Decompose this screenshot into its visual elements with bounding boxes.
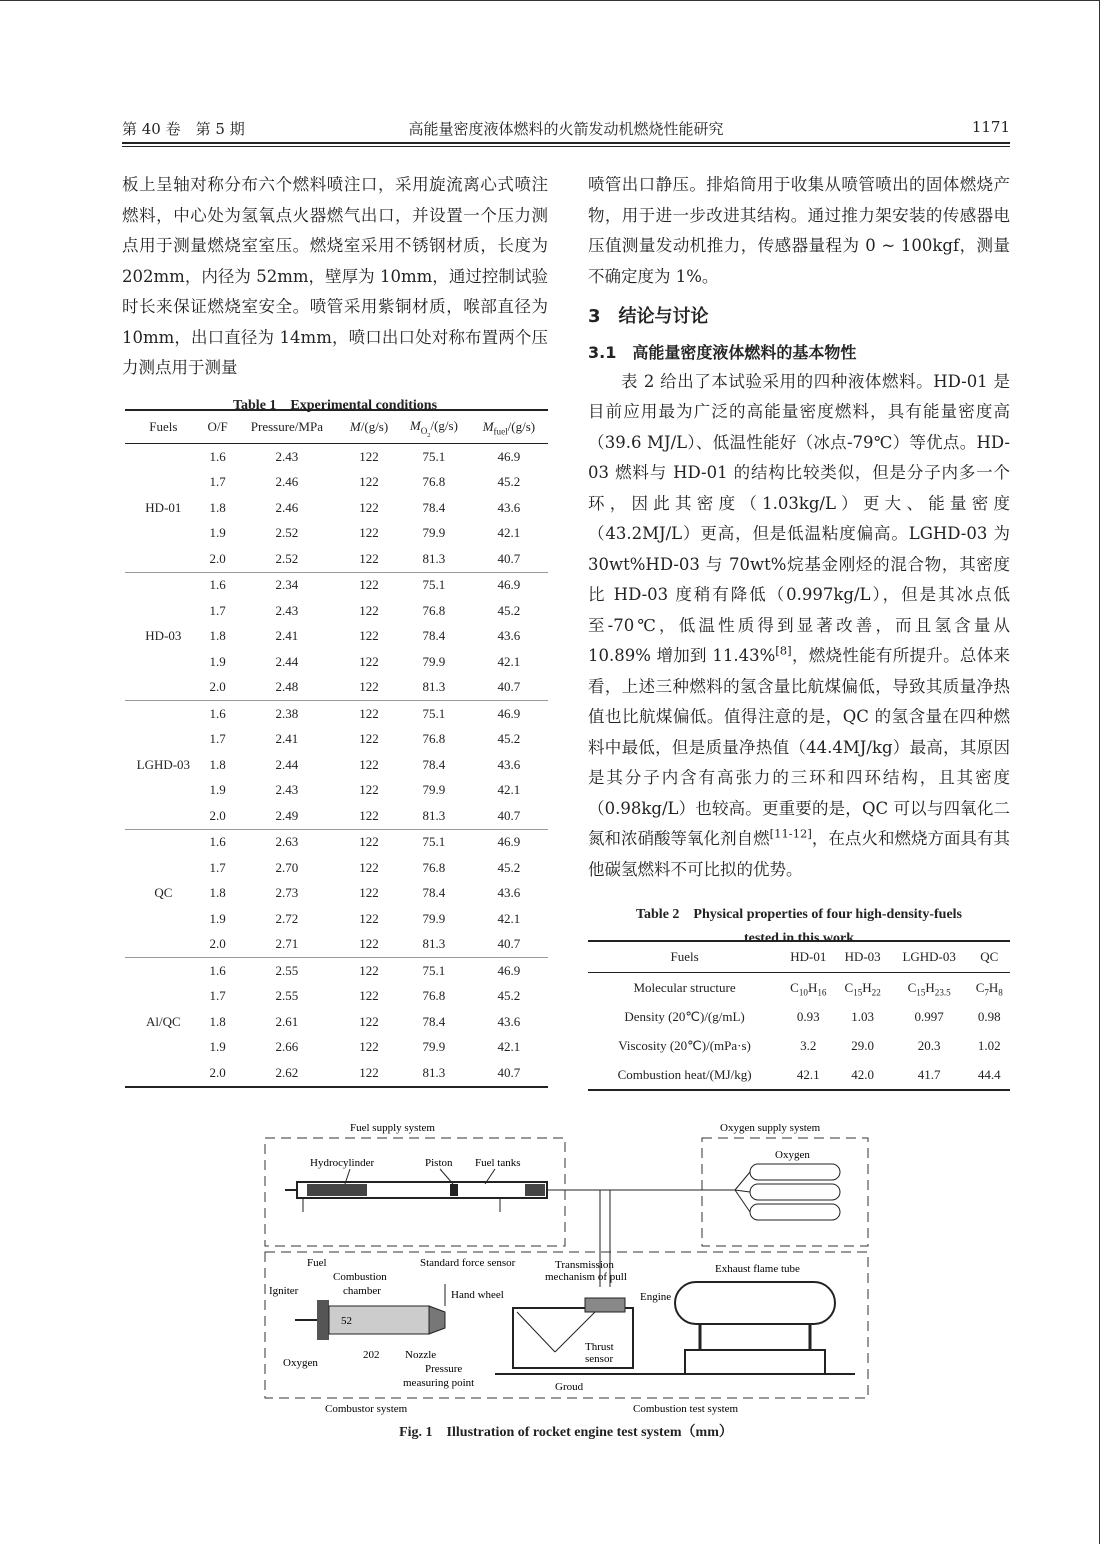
- table-cell: 122: [359, 782, 379, 798]
- table-cell: 1.8: [209, 499, 226, 515]
- body-paragraph: [588, 367, 1010, 886]
- fuel-supply-label: Fuel supply system: [350, 1122, 435, 1134]
- exhaust-label: Exhaust flame tube: [715, 1263, 800, 1275]
- table-cell: 42.1: [497, 653, 521, 669]
- table2-caption-line: tested in this work: [743, 931, 855, 946]
- table-cell: 2.61: [275, 1013, 299, 1029]
- table-cell: 1.8: [209, 885, 226, 901]
- table-cell: 42.1: [781, 1060, 835, 1090]
- oxygen-inlet-label: Oxygen: [283, 1357, 318, 1369]
- table-cell: 2.70: [275, 859, 299, 875]
- table2-header-cell: HD-03: [835, 941, 889, 973]
- thrust-label-1: Thrust: [585, 1341, 614, 1353]
- piston-shape: [450, 1184, 458, 1196]
- table-cell: 40.7: [470, 1060, 548, 1087]
- table-cell: 43.6: [497, 885, 521, 901]
- table-cell: 122: [359, 602, 379, 618]
- table1-caption: Table 1 Experimental conditions: [232, 397, 438, 413]
- table2-header-row: [588, 941, 1010, 973]
- table2-header-cell: LGHD-03: [890, 941, 969, 973]
- table-cell-fuel: HD-03: [125, 572, 202, 701]
- table-cell: 2.52: [275, 525, 299, 541]
- table-cell: 1.7: [209, 602, 226, 618]
- table-cell: 1.8: [209, 1013, 226, 1029]
- table-row: [125, 444, 548, 470]
- running-title: 高能量密度液体燃料的火箭发动机燃烧性能研究: [408, 120, 724, 138]
- table-cell: 2.41: [275, 731, 299, 747]
- table-cell: 78.4: [422, 499, 446, 515]
- table-cell: 2.52: [234, 546, 341, 572]
- oxygen-bottle: [750, 1204, 840, 1220]
- table1-header-cell: Fuels: [125, 410, 202, 444]
- table-cell: 2.72: [275, 910, 299, 926]
- table-cell: 81.3: [398, 1060, 470, 1087]
- engine-shape: [585, 1298, 625, 1312]
- table-cell: 75.1: [422, 962, 446, 978]
- table-cell: 46.9: [497, 577, 521, 593]
- table-cell: 79.9: [422, 782, 446, 798]
- table-cell: 1.9: [209, 910, 226, 926]
- table-cell: 78.4: [422, 756, 446, 772]
- table-cell: 2.62: [234, 1060, 341, 1087]
- table-cell: 122: [340, 803, 398, 829]
- table-cell: 81.3: [398, 932, 470, 958]
- table1-body: [125, 444, 548, 1087]
- table-cell: 78.4: [422, 628, 446, 644]
- header-rule-thick: [122, 142, 1010, 144]
- table-cell: 3.2: [800, 1037, 817, 1053]
- table-cell: $C_{10}H_{16}$: [790, 979, 827, 998]
- table-cell: 42.1: [497, 525, 521, 541]
- table-cell: 20.3: [917, 1037, 941, 1053]
- table-cell: 81.3: [398, 546, 470, 572]
- table-cell: 2.73: [275, 885, 299, 901]
- table-cell: 2.44: [275, 653, 299, 669]
- combustor-system-label: Combustor system: [325, 1403, 408, 1415]
- table1-header-cell: M/(g/s): [340, 410, 398, 444]
- standard-force-label: Standard force sensor: [420, 1257, 516, 1269]
- table-row: [588, 1031, 1010, 1060]
- table-cell: 2.0: [202, 675, 234, 701]
- pressure-label-2: measuring point: [403, 1377, 475, 1389]
- table-cell: 122: [359, 474, 379, 490]
- table-cell: 46.9: [497, 448, 521, 464]
- table-cell: 76.8: [422, 859, 446, 875]
- table-cell: 2.46: [275, 474, 299, 490]
- table-cell: 122: [359, 988, 379, 1004]
- table-cell: 43.6: [497, 1013, 521, 1029]
- table-cell: 75.1: [422, 577, 446, 593]
- table-row: [588, 973, 1010, 1003]
- table-cell: 2.0: [202, 932, 234, 958]
- table-row: [125, 701, 548, 727]
- table-cell: 2.48: [234, 675, 341, 701]
- table-cell: 42.1: [497, 910, 521, 926]
- transmission-label-1: Transmission: [555, 1259, 614, 1271]
- thrust-stand: [513, 1308, 633, 1368]
- table1-header-row: [125, 410, 548, 444]
- table-cell: $C_{15}H_{22}$: [844, 979, 881, 998]
- table-cell: 122: [359, 499, 379, 515]
- table-cell: 2.66: [275, 1039, 299, 1055]
- table-cell: 2.34: [275, 577, 299, 593]
- table-cell: 43.6: [497, 499, 521, 515]
- citation: [8]: [775, 643, 792, 658]
- table-cell: Molecular structure: [633, 979, 736, 995]
- table1-header-cell: Pressure/MPa: [234, 410, 341, 444]
- table-cell: 46.9: [497, 834, 521, 850]
- transmission-label-2: mechanism of pull: [545, 1271, 627, 1283]
- table-cell: 45.2: [497, 602, 521, 618]
- right-column: [588, 170, 1010, 951]
- body-paragraph: 喷管出口静压。排焰筒用于收集从喷管喷出的固体燃烧产物，用于进一步改进其结构。通过推力架安装的传感器电压值测量发动机推力，传感器量程为 0 ~ 100kgf，测量不确定度为 1%。: [588, 175, 1010, 286]
- table-cell: 1.9: [209, 525, 226, 541]
- oxygen-manifold: [735, 1172, 750, 1212]
- table-cell: 2.43: [275, 782, 299, 798]
- text-run: ，在点火和燃烧方面具有其他碳氢燃料不可比拟的优势。: [588, 829, 1011, 879]
- table-cell: 2.63: [275, 834, 299, 850]
- table-cell: 122: [359, 628, 379, 644]
- table1: [125, 409, 548, 1088]
- table-cell: 1.7: [209, 859, 226, 875]
- oxygen-label: Oxygen: [775, 1149, 810, 1161]
- igniter-label: Igniter: [269, 1285, 299, 1297]
- table-cell: 2.43: [275, 602, 299, 618]
- table-cell: 122: [340, 1060, 398, 1087]
- table-cell: 78.4: [422, 1013, 446, 1029]
- table-cell: 75.1: [422, 834, 446, 850]
- table-cell-fuel: HD-01: [125, 444, 202, 573]
- table-cell: 1.6: [209, 448, 226, 464]
- oxygen-bottle: [750, 1164, 840, 1180]
- table-cell: 122: [359, 756, 379, 772]
- fuel-tanks-label: Fuel tanks: [475, 1157, 521, 1169]
- table-cell: 75.1: [422, 705, 446, 721]
- engine-label: Engine: [640, 1291, 672, 1303]
- table-cell: Viscosity (20℃)/(mPa·s): [618, 1037, 751, 1053]
- table-cell: 1.7: [209, 731, 226, 747]
- table-cell: 2.41: [275, 628, 299, 644]
- pressure-label-1: Pressure: [425, 1363, 463, 1375]
- table-cell: 81.3: [398, 675, 470, 701]
- table-cell: 79.9: [422, 1039, 446, 1055]
- citation: [11-12]: [769, 826, 812, 841]
- table-cell: 1.7: [209, 474, 226, 490]
- table-cell-fuel: Al/QC: [125, 958, 202, 1087]
- nozzle-shape: [429, 1306, 445, 1334]
- table-cell: 76.8: [422, 731, 446, 747]
- table1-header-cell: O/F: [202, 410, 234, 444]
- table-cell: 1.8: [209, 756, 226, 772]
- table-cell: 2.43: [275, 448, 299, 464]
- table-cell: 1.03: [851, 1008, 874, 1024]
- table-cell: 45.2: [497, 859, 521, 875]
- table-cell: 2.0: [202, 546, 234, 572]
- table-cell: 122: [359, 705, 379, 721]
- table-cell: 78.4: [422, 885, 446, 901]
- table-cell: 1.7: [209, 988, 226, 1004]
- table-cell: 1.9: [209, 653, 226, 669]
- table-cell: 45.2: [497, 474, 521, 490]
- table-cell: 40.7: [470, 932, 548, 958]
- table-cell: 1.6: [209, 705, 226, 721]
- table-cell: 42.0: [835, 1060, 889, 1090]
- table-cell: 122: [359, 962, 379, 978]
- table-cell: 43.6: [497, 756, 521, 772]
- subsection-heading: 3.1 高能量密度液体燃料的基本物性: [588, 342, 857, 362]
- ground-label: Groud: [555, 1381, 584, 1393]
- table-cell: 122: [340, 546, 398, 572]
- table-cell: 42.1: [497, 782, 521, 798]
- tank-end-cap: [525, 1184, 545, 1196]
- table-cell: 122: [359, 1039, 379, 1055]
- fuel-inlet-label: Fuel: [307, 1257, 327, 1269]
- table-cell: 79.9: [422, 910, 446, 926]
- table-cell: 1.8: [209, 628, 226, 644]
- table-cell: 46.9: [497, 705, 521, 721]
- table-cell-fuel: QC: [125, 829, 202, 958]
- table-cell: 75.1: [422, 448, 446, 464]
- hand-wheel-label: Hand wheel: [451, 1289, 504, 1301]
- table-cell: 79.9: [422, 525, 446, 541]
- table-cell: 40.7: [470, 546, 548, 572]
- table-row: [125, 572, 548, 598]
- dim-202-label: 202: [363, 1349, 380, 1361]
- table-cell: 2.55: [275, 962, 299, 978]
- table-row: [588, 1060, 1010, 1090]
- table-cell: 41.7: [890, 1060, 969, 1090]
- combustion-chamber-label-1: Combustion: [333, 1271, 387, 1283]
- oxygen-supply-label: Oxygen supply system: [720, 1122, 821, 1134]
- table-cell: $C_{15}H_{23.5}$: [907, 979, 951, 998]
- table-cell: 76.8: [422, 988, 446, 1004]
- journal-volume: 第 40 卷 第 5 期: [122, 120, 245, 138]
- table-cell: 122: [340, 932, 398, 958]
- exhaust-tube: [675, 1282, 835, 1324]
- figure1-diagram: [255, 1112, 875, 1422]
- text-run: 表 2 给出了本试验采用的四种液体燃料。HD-01 是目前应用最为广泛的高能量密度燃料，具有能量密度高（39.6 MJ/L）、低温性能好（冰点-79℃）等优点。HD-03 燃料与 HD-01 的结构比较类似，但是分子内多一个环，因此其密度（1.03kg/L）更大、能量密度（43.2MJ/L）更高，但是低温粘度偏高。LGHD-03 为 30wt%HD-03 与 70wt%烷基金刚烃的混合物，其密度比 HD-03 度稍有降低（0.997kg/L），但是其冰点低至-70℃，低温性质得到显著改善，而且氢含量从 10.89% 增加到 11.43%: [588, 371, 1010, 665]
- table-cell: 122: [359, 577, 379, 593]
- table-cell: 76.8: [422, 474, 446, 490]
- table-cell: 2.49: [234, 803, 341, 829]
- left-column: [122, 170, 548, 418]
- table-row: [125, 829, 548, 855]
- table-cell: 43.6: [497, 628, 521, 644]
- page-number: 1171: [971, 118, 1010, 136]
- oxygen-bottle: [750, 1184, 840, 1200]
- piston-label: Piston: [425, 1157, 453, 1169]
- header-rule-thin: [122, 146, 1010, 147]
- table-cell: 2.38: [275, 705, 299, 721]
- table-cell: 122: [359, 731, 379, 747]
- text-run: ，燃烧性能有所提升。总体来看，上述三种燃料的氢含量比航煤偏低，导致其质量净热值也比航煤偏低。值得注意的是，QC 的氢含量在四种燃料中最低，但是质量净热值（44.4MJ/kg）最高，其原因是其分子内含有高张力的三环和四环结构，且其密度（0.98kg/L）也较高。更重要的是，QC 可以与四氧化二氮和浓硝酸等氧化剂自燃: [588, 646, 1010, 848]
- exhaust-base: [685, 1350, 825, 1374]
- table-row: [125, 958, 548, 984]
- table1-header-cell: $M_{O_2}/(g/s)$: [398, 410, 470, 444]
- running-header: [122, 118, 1010, 142]
- table-cell: 46.9: [497, 962, 521, 978]
- table2-header-cell: QC: [969, 941, 1010, 973]
- hydrocylinder-body: [307, 1184, 367, 1196]
- table-cell: 44.4: [969, 1060, 1010, 1090]
- table2-header-cell: HD-01: [781, 941, 835, 973]
- table-cell: 2.71: [234, 932, 341, 958]
- table-cell: 0.98: [977, 1008, 1001, 1024]
- combustion-test-label: Combustion test system: [633, 1403, 739, 1415]
- table-cell: 1.9: [209, 1039, 226, 1055]
- table-cell: 122: [340, 675, 398, 701]
- table-cell: 2.55: [275, 988, 299, 1004]
- table-cell: 29.0: [851, 1037, 874, 1053]
- table-cell: 2.0: [202, 803, 234, 829]
- table-row: [588, 1002, 1010, 1031]
- table-cell: 122: [359, 910, 379, 926]
- table-cell: 0.93: [796, 1008, 820, 1024]
- table-cell: Combustion heat/(MJ/kg): [588, 1060, 781, 1090]
- table-cell: 2.44: [275, 756, 299, 772]
- table-cell: 76.8: [422, 602, 446, 618]
- table-cell-fuel: LGHD-03: [125, 701, 202, 830]
- table-cell: 122: [359, 525, 379, 541]
- table-cell: 122: [359, 448, 379, 464]
- table-cell: 1.6: [209, 834, 226, 850]
- table-cell: 122: [359, 834, 379, 850]
- table-cell: 1.6: [209, 577, 226, 593]
- table-cell: 79.9: [422, 653, 446, 669]
- table-cell: 122: [359, 859, 379, 875]
- section-heading: 3 结论与讨论: [588, 306, 709, 327]
- table-cell: 122: [359, 885, 379, 901]
- nozzle-label: Nozzle: [405, 1349, 437, 1361]
- dim-52-label: 52: [341, 1315, 352, 1327]
- table-cell: 42.1: [497, 1039, 521, 1055]
- table-cell: 122: [359, 1013, 379, 1029]
- body-paragraph: 板上呈轴对称分布六个燃料喷注口，采用旋流离心式喷注燃料，中心处为氢氧点火器燃气出口，并设置一个压力测点用于测量燃烧室室压。燃烧室采用不锈钢材质，长度为 202mm，内径为 52mm，壁厚为 10mm，通过控制试验时长来保证燃烧室安全。喷管采用紫铜材质，喉部直径为 10mm，出口直径为 14mm，喷口出口处对称布置两个压力测点用于测量: [122, 175, 548, 377]
- thrust-label-2: sensor: [585, 1353, 614, 1365]
- table-cell: 40.7: [470, 675, 548, 701]
- table-cell: 81.3: [398, 803, 470, 829]
- table-cell: Density (20℃)/(g/mL): [624, 1008, 745, 1024]
- hydrocylinder-label: Hydrocylinder: [310, 1157, 375, 1169]
- table-cell: 40.7: [470, 803, 548, 829]
- table-cell: 45.2: [497, 731, 521, 747]
- table1-header-cell: $M_{fuel}/(g/s)$: [470, 410, 548, 444]
- figure1-caption: Fig. 1 Illustration of rocket engine test system（mm）: [399, 1425, 733, 1440]
- table2-caption-line: Table 2 Physical properties of four high-density-fuels: [635, 907, 963, 922]
- table2: [588, 940, 1010, 1091]
- combustion-chamber-label-2: chamber: [343, 1285, 381, 1297]
- table-cell: 1.6: [209, 962, 226, 978]
- table-cell: 1.9: [209, 782, 226, 798]
- table-cell: 0.997: [914, 1008, 944, 1024]
- table2-header-cell: Fuels: [588, 941, 781, 973]
- table-cell: 2.0: [202, 1060, 234, 1087]
- table-cell: $C_7H_8$: [975, 979, 1003, 998]
- table-cell: 1.02: [977, 1037, 1001, 1053]
- injector-plate: [317, 1300, 329, 1340]
- table-cell: 45.2: [497, 988, 521, 1004]
- table-cell: 2.46: [275, 499, 299, 515]
- table-cell: 122: [359, 653, 379, 669]
